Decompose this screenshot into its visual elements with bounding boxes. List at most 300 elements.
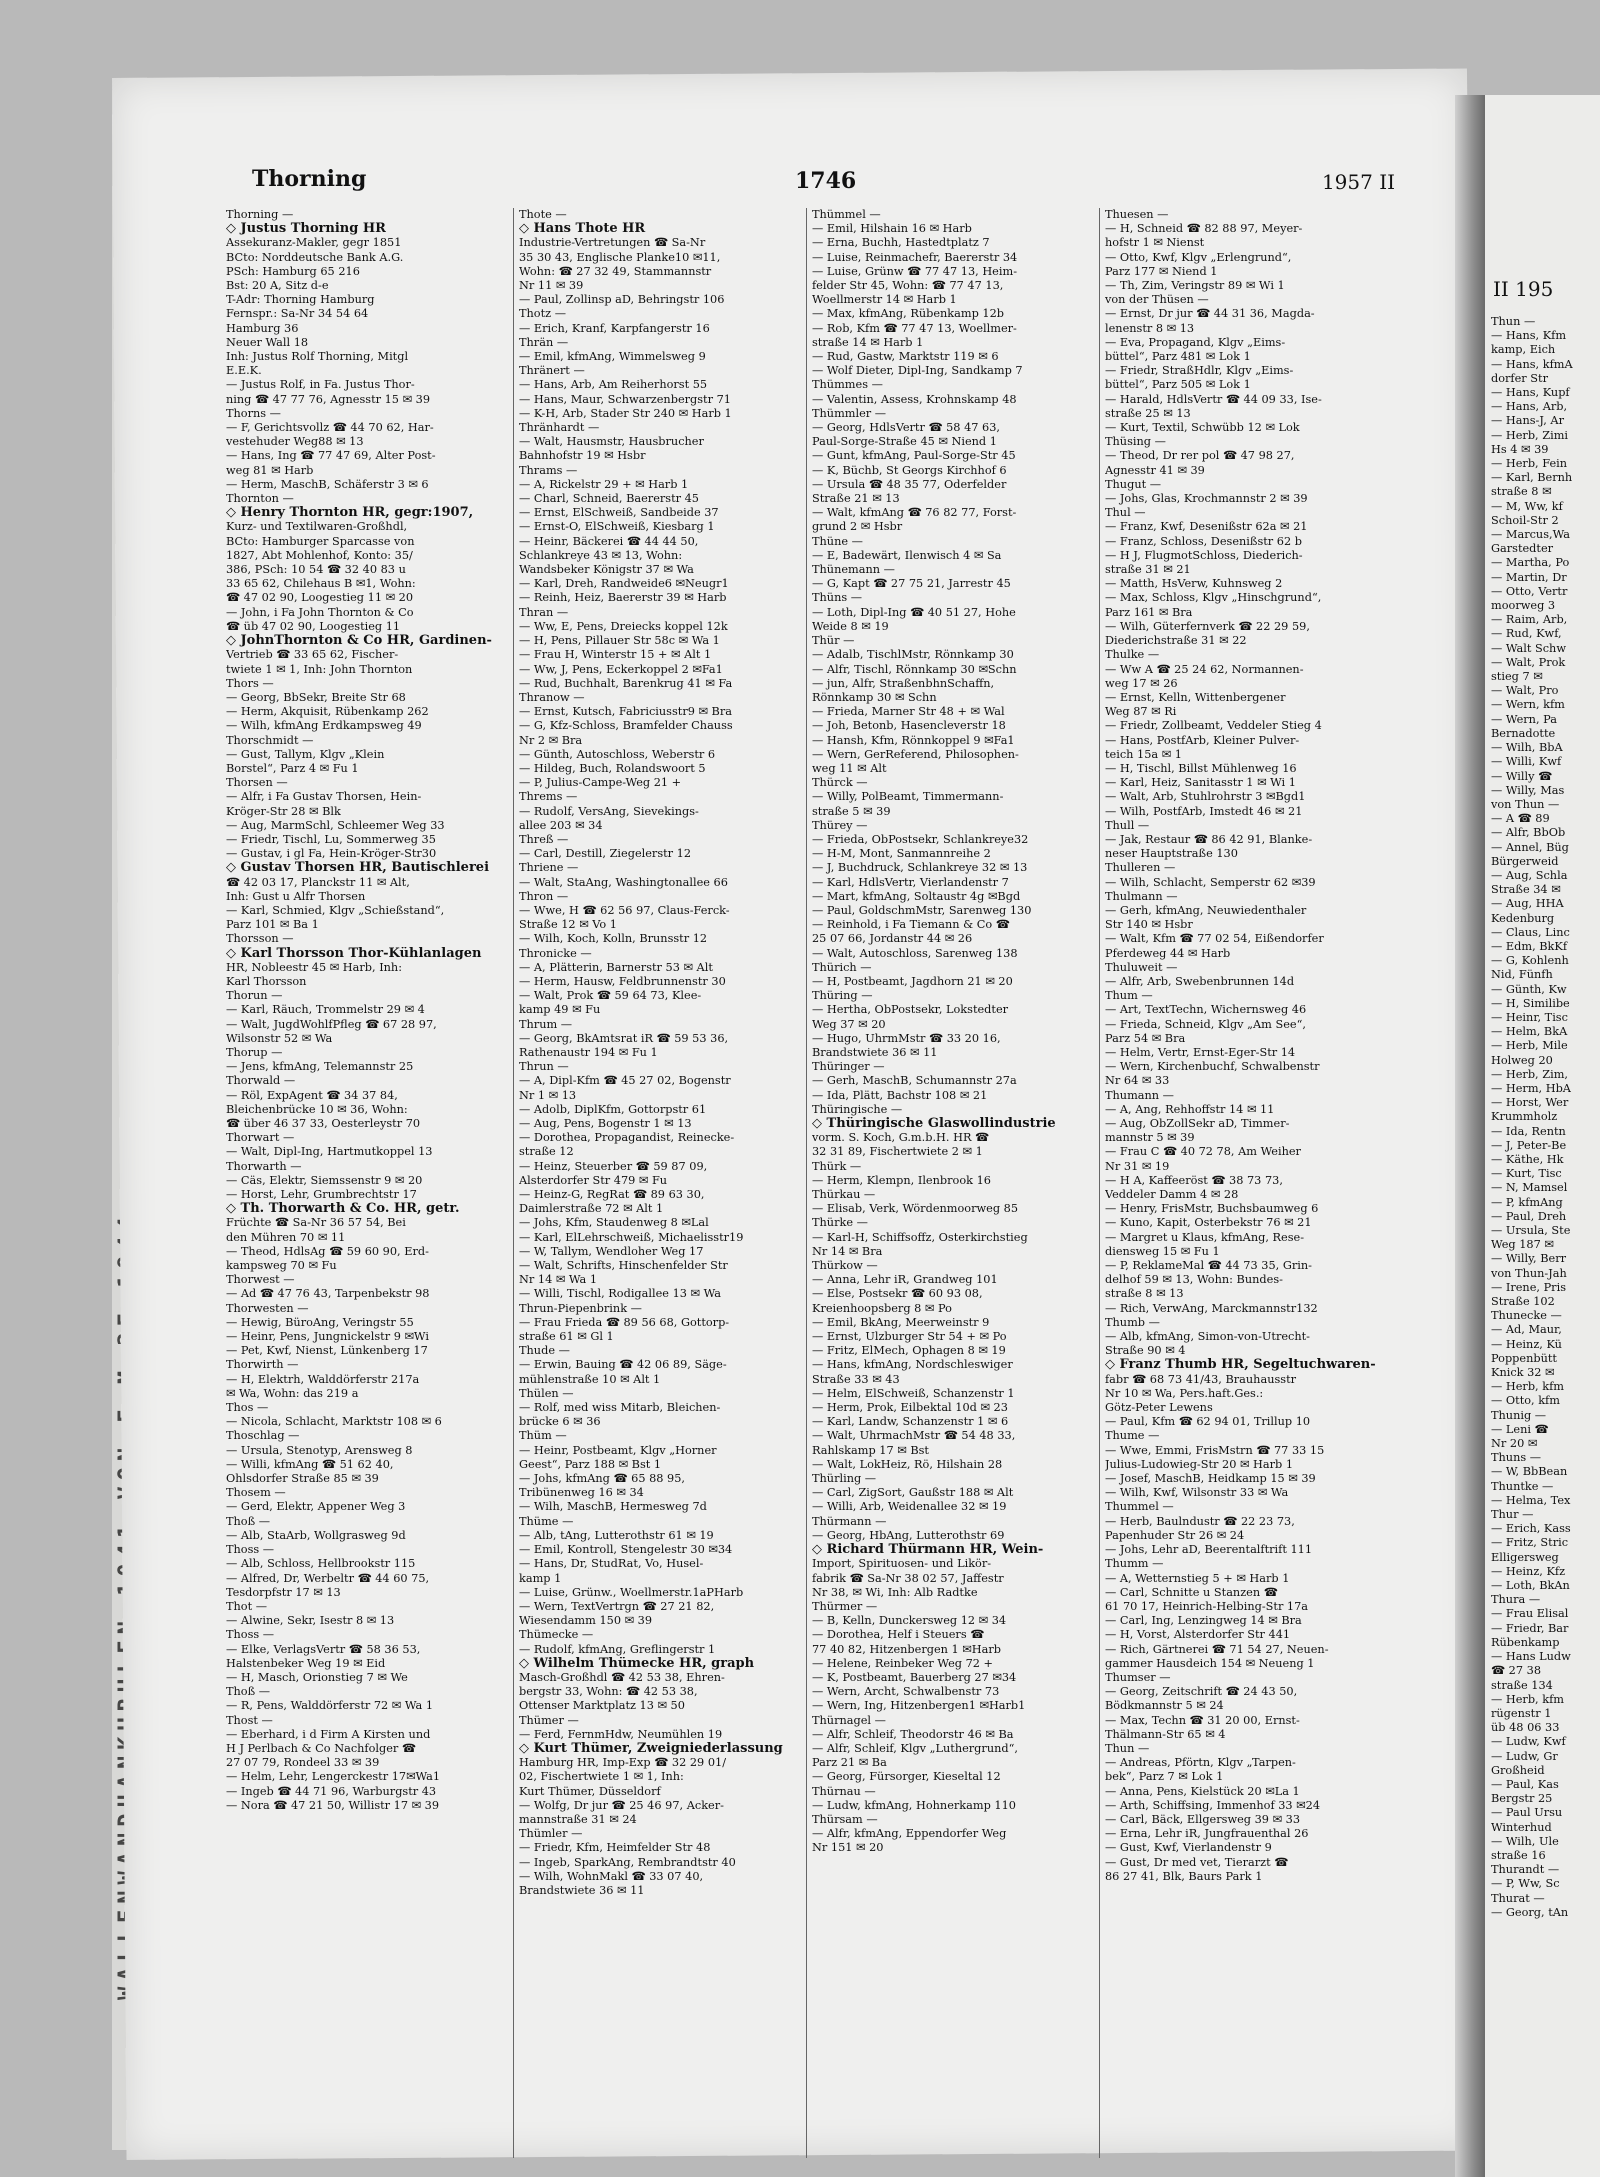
entry-line: — Aug, Pens, Bogenstr 1 ✉ 13: [519, 1117, 692, 1130]
entry-line: — Walt, kfmAng ☎ 76 82 77, Forst-: [812, 506, 1017, 520]
surname-heading: Thornton —: [226, 492, 294, 506]
facing-entry-line: — Paul, Kas: [1491, 1777, 1559, 1791]
directory-column-2: [519, 208, 803, 2148]
entry-line: — Luise, Grünw ☎ 77 47 13, Heim-: [812, 264, 1018, 278]
facing-entry-line: — Leni ☎: [1491, 1422, 1549, 1436]
surname-heading: Thüns —: [812, 591, 863, 605]
entry-line: — Dorothea, Helf i Steuers ☎: [812, 1628, 985, 1642]
entry-line: — Wern, TextVertrgn ☎ 27 21 82,: [519, 1599, 715, 1613]
entry-line: 27 07 79, Rondeel 33 ✉ 39: [226, 1756, 380, 1770]
entry-line: — W, Tallym, Wendloher Weg 17: [519, 1244, 704, 1258]
entry-line: — K-H, Arb, Stader Str 240 ✉ Harb 1: [519, 406, 732, 420]
entry-line: vestehuder Weg88 ✉ 13: [226, 435, 364, 449]
entry-line: Nr 2 ✉ Bra: [519, 733, 583, 747]
entry-line: — H, Vorst, Alsterdorfer Str 441: [1105, 1628, 1291, 1642]
surname-heading: Thos —: [226, 1401, 269, 1415]
surname-heading: Thun —: [1105, 1741, 1150, 1755]
entry-line: Paul-Sorge-Straße 45 ✉ Niend 1: [812, 435, 997, 449]
entry-line: den Mühren 70 ✉ 11: [226, 1230, 346, 1244]
entry-line: Bleichenbrücke 10 ✉ 36, Wohn:: [226, 1102, 408, 1116]
entry-line: — Karl, Schmied, Klgv „Schießstand“,: [226, 903, 445, 917]
entry-line: Alsterdorfer Str 479 ✉ Fu: [519, 1173, 668, 1187]
entry-line: — Alb, kfmAng, Simon-von-Utrecht-: [1105, 1330, 1310, 1344]
entry-line: straße 61 ✉ Gl 1: [519, 1330, 614, 1344]
surname-heading: Thürey —: [812, 818, 868, 832]
entry-line: — Jak, Restaur ☎ 86 42 91, Blanke-: [1105, 832, 1313, 846]
entry-line: H J Perlbach & Co Nachfolger ☎: [226, 1741, 416, 1755]
surname-heading: Thüme —: [519, 1514, 574, 1528]
facing-entry-line: dorfer Str: [1491, 371, 1548, 385]
entry-line: — Hans, Arb, Am Reiherhorst 55: [519, 378, 708, 392]
entry-line: kamp 49 ✉ Fu: [519, 1003, 601, 1017]
facing-entry-line: — Hans, Kfm: [1491, 329, 1567, 343]
surname-heading: Thürkau —: [812, 1188, 876, 1202]
entry-line: 35 30 43, Englische Planke10 ✉11,: [519, 250, 721, 264]
entry-line: — P, Julius-Campe-Weg 21 +: [519, 776, 682, 790]
entry-line: — Harald, HdlsVertr ☎ 44 09 33, Ise-: [1105, 392, 1322, 406]
entry-line: — Wolfg, Dr jur ☎ 25 46 97, Acker-: [519, 1798, 724, 1812]
entry-line: — Rich, Gärtnerei ☎ 71 54 27, Neuen-: [1105, 1642, 1329, 1656]
entry-line: ☎ 42 03 17, Planckstr 11 ✉ Alt,: [226, 875, 410, 889]
surname-heading: Thrun-Piepenbrink —: [519, 1301, 642, 1315]
entry-line: — Herm, Akquisit, Rübenkamp 262: [226, 705, 429, 719]
entry-line: — Matth, HsVerw, Kuhnsweg 2: [1105, 577, 1283, 591]
entry-line: — Wern, Ing, Hitzenbergen1 ✉Harb1: [812, 1699, 1026, 1713]
page-header: [240, 160, 1405, 200]
entry-line: — Ferd, FernmHdw, Neumühlen 19: [519, 1727, 723, 1741]
entry-line: — Ernst, Kelln, Wittenbergener: [1105, 690, 1286, 704]
facing-entry-line: Hs 4 ✉ 39: [1491, 442, 1549, 456]
entry-line: Wiesendamm 150 ✉ 39: [519, 1614, 653, 1628]
entry-line: — Horst, Lehr, Grumbrechtstr 17: [226, 1188, 417, 1202]
entry-line: — Aug, ObZollSekr aD, Timmer-: [1105, 1117, 1290, 1130]
entry-line: — Herb, Baulndustr ☎ 22 23 73,: [1105, 1514, 1295, 1528]
entry-line: Agnesstr 41 ✉ 39: [1105, 463, 1205, 477]
facing-entry-line: Thun —: [1491, 315, 1536, 328]
entry-line: — Georg, HdlsVertr ☎ 58 47 63,: [812, 421, 1001, 435]
entry-line: — Ursula, Stenotyp, Arensweg 8: [226, 1443, 413, 1457]
firm-entry: ◇ Gustav Thorsen HR, Bautischlerei: [226, 861, 490, 876]
entry-line: — Willy, PolBeamt, Timmermann-: [812, 790, 1004, 804]
entry-line: — Alb, StaArb, Wollgrasweg 9d: [226, 1528, 406, 1542]
entry-line: 33 65 62, Chilehaus B ✉1, Wohn:: [226, 577, 416, 591]
facing-entry-line: kamp, Eich: [1491, 343, 1556, 357]
entry-line: — Walt, JugdWohlfPfleg ☎ 67 28 97,: [226, 1017, 437, 1031]
facing-entry-line: Holweg 20: [1491, 1053, 1553, 1067]
entry-line: — Wwe, H ☎ 62 56 97, Claus-Ferck-: [519, 903, 730, 917]
entry-line: — Wilh, PostfArb, Imstedt 46 ✉ 21: [1105, 804, 1303, 818]
surname-heading: Thränhardt —: [519, 421, 600, 435]
entry-line: — Hewig, BüroAng, Veringstr 55: [226, 1315, 414, 1329]
entry-line: — Röl, ExpAgent ☎ 34 37 84,: [226, 1088, 398, 1102]
facing-entry-line: Straße 34 ✉: [1491, 883, 1561, 897]
entry-line: — Elke, VerlagsVertr ☎ 58 36 53,: [226, 1642, 421, 1656]
firm-entry: ◇ Richard Thürmann HR, Wein-: [812, 1543, 1044, 1558]
entry-line: — Karl, ElLehrschweiß, Michaelisstr19: [519, 1230, 744, 1244]
entry-line: Kurt Thümer, Düsseldorf: [519, 1784, 661, 1798]
entry-line: — Anna, Pens, Kielstück 20 ✉La 1: [1105, 1784, 1300, 1798]
entry-line: — Ursula ☎ 48 35 77, Oderfelder: [812, 477, 1007, 491]
surname-heading: Thür —: [812, 634, 855, 648]
facing-entry-line: Thuntke —: [1491, 1479, 1554, 1493]
entry-line: — Alb, tAng, Lutterothstr 61 ✉ 19: [519, 1528, 714, 1542]
entry-line: Rahlskamp 17 ✉ Bst: [812, 1443, 929, 1457]
entry-line: Borstel“, Parz 4 ✉ Fu 1: [226, 761, 359, 775]
entry-line: Wohn: ☎ 27 32 49, Stammannstr: [519, 264, 712, 278]
entry-line: — Wwe, Emmi, FrisMstrn ☎ 77 33 15: [1105, 1443, 1325, 1457]
surname-heading: Thorwarth —: [226, 1159, 302, 1173]
entry-line: — A, Dipl-Kfm ☎ 45 27 02, Bogenstr: [519, 1074, 731, 1088]
surname-heading: Thost —: [226, 1713, 273, 1727]
entry-line: — Wilh, Schlacht, Semperstr 62 ✉39: [1105, 875, 1316, 889]
facing-entry-line: — Wilh, BbA: [1491, 741, 1563, 755]
entry-line: — Ernst-O, ElSchweiß, Kiesbarg 1: [519, 520, 715, 534]
facing-page-column: [1491, 315, 1600, 1920]
facing-entry-line: straße 16: [1491, 1848, 1546, 1862]
facing-entry-line: — N, Mamsel: [1491, 1181, 1568, 1195]
entry-line: Papenhuder Str 26 ✉ 24: [1105, 1528, 1245, 1542]
entry-line: weg 11 ✉ Alt: [812, 761, 887, 775]
facing-entry-line: Kedenburg: [1491, 911, 1555, 925]
facing-entry-line: — Walt Schw: [1491, 641, 1567, 655]
facing-entry-line: — Willy ☎: [1491, 769, 1553, 783]
surname-heading: Thumser —: [1105, 1670, 1171, 1684]
entry-line: — Friedr, Kfm, Heimfelder Str 48: [519, 1841, 711, 1855]
facing-entry-line: — Helm, BkA: [1491, 1025, 1568, 1039]
facing-entry-line: moorweg 3: [1491, 599, 1556, 613]
entry-line: — Gust, Dr med vet, Tierarzt ☎: [1105, 1855, 1289, 1869]
entry-line: — Aug, MarmSchl, Schleemer Weg 33: [226, 818, 445, 832]
surname-heading: Thümler —: [519, 1827, 583, 1841]
entry-line: Pferdeweg 44 ✉ Harb: [1105, 946, 1231, 960]
entry-line: Halstenbeker Weg 19 ✉ Eid: [226, 1656, 386, 1670]
entry-line: — Henry, FrisMstr, Buchsbaumweg 6: [1105, 1202, 1319, 1216]
entry-line: Thälmann-Str 65 ✉ 4: [1105, 1727, 1226, 1741]
surname-heading: Thulke —: [1105, 648, 1160, 662]
facing-entry-line: straße 8 ✉: [1491, 485, 1552, 499]
surname-heading: Thorwest —: [226, 1273, 295, 1287]
entry-line: allee 203 ✉ 34: [519, 818, 603, 832]
entry-line: — H, Elektrh, Walddörferstr 217a: [226, 1372, 420, 1386]
entry-line: Straße 12 ✉ Vo 1: [519, 918, 617, 932]
entry-line: Hamburg HR, Imp-Exp ☎ 32 29 01/: [519, 1756, 727, 1770]
facing-entry-line: — Hans, Kupf: [1491, 386, 1570, 400]
entry-line: — Charl, Schneid, Baererstr 45: [519, 492, 699, 506]
entry-line: Nr 10 ✉ Wa, Pers.haft.Ges.:: [1105, 1386, 1264, 1400]
surname-heading: Thum —: [1105, 989, 1153, 1003]
surname-heading: Thummel —: [1105, 1500, 1174, 1514]
entry-line: Bödkmannstr 5 ✉ 24: [1105, 1699, 1224, 1713]
entry-line: straße 25 ✉ 13: [1105, 406, 1191, 420]
entry-line: — Else, Postsekr ☎ 60 93 08,: [812, 1287, 983, 1301]
facing-entry-line: Thura —: [1491, 1593, 1541, 1607]
entry-line: Neuer Wall 18: [226, 335, 309, 349]
surname-heading: Threms —: [519, 790, 578, 804]
entry-line: — Walt, Kfm ☎ 77 02 54, Eißendorfer: [1105, 932, 1324, 946]
surname-heading: Thorns —: [226, 406, 281, 420]
entry-line: — Max, kfmAng, Rübenkamp 12b: [812, 307, 1005, 321]
entry-line: twiete 1 ✉ 1, Inh: John Thornton: [226, 662, 413, 676]
entry-line: ☎ üb 47 02 90, Loogestieg 11: [226, 619, 401, 633]
entry-line: Inh: Gust u Alfr Thorsen: [226, 889, 366, 903]
surname-heading: Thürke —: [812, 1216, 868, 1230]
facing-entry-line: Rübenkamp: [1491, 1635, 1560, 1649]
entry-line: Import, Spirituosen- und Likör-: [812, 1557, 992, 1571]
entry-line: — Theod, HdlsAg ☎ 59 60 90, Erd-: [226, 1244, 429, 1258]
entry-line: Bahnhofstr 19 ✉ Hsbr: [519, 449, 646, 463]
entry-line: Parz 177 ✉ Niend 1: [1105, 264, 1218, 278]
facing-entry-line: — Herb, Mile: [1491, 1039, 1568, 1053]
entry-line: T-Adr: Thorning Hamburg: [226, 293, 375, 307]
entry-line: diensweg 15 ✉ Fu 1: [1105, 1244, 1220, 1258]
facing-entry-line: — Marcus,Wa: [1491, 528, 1570, 542]
surname-heading: Thulleren —: [1105, 861, 1176, 875]
surname-heading: Thränert —: [519, 364, 585, 378]
entry-line: — Joh, Betonb, Hasencleverstr 18: [812, 719, 1006, 733]
entry-line: — H, Tischl, Billst Mühlenweg 16: [1105, 761, 1297, 775]
entry-line: — Ida, Plätt, Bachstr 108 ✉ 21: [812, 1088, 988, 1102]
entry-line: Wilsonstr 52 ✉ Wa: [226, 1031, 333, 1045]
entry-line: — Helm, Vertr, Ernst-Eger-Str 14: [1105, 1045, 1296, 1059]
surname-heading: Thoschlag —: [226, 1429, 300, 1443]
entry-line: — Johs, Glas, Krochmannstr 2 ✉ 39: [1105, 492, 1308, 506]
facing-entry-line: — J, Peter-Be: [1491, 1138, 1567, 1152]
entry-line: — Erwin, Bauing ☎ 42 06 89, Säge-: [519, 1358, 727, 1372]
surname-heading: Thüsing —: [1105, 435, 1166, 449]
entry-line: Nr 11 ✉ 39: [519, 279, 584, 293]
entry-line: — Rolf, med wiss Mitarb, Bleichen-: [519, 1401, 721, 1415]
surname-heading: Thranow —: [519, 690, 585, 704]
facing-entry-line: Thunecke —: [1491, 1309, 1562, 1323]
surname-heading: Thrams —: [519, 463, 578, 477]
entry-line: — Karl, HdlsVertr, Vierlandenstr 7: [812, 875, 1009, 889]
entry-line: straße 12: [519, 1145, 574, 1159]
entry-line: — Heinz, Steuerber ☎ 59 87 09,: [519, 1159, 708, 1173]
entry-line: — Walt, Hausmstr, Hausbrucher: [519, 435, 704, 449]
entry-line: — Walt, LokHeiz, Rö, Hilshain 28: [812, 1457, 1003, 1471]
entry-line: — Max, Schloss, Klgv „Hinschgrund“,: [1105, 591, 1322, 605]
surname-heading: Thotz —: [519, 307, 566, 321]
entry-line: Brandstwiete 36 ✉ 11: [812, 1045, 938, 1059]
entry-line: — Adalb, TischlMstr, Rönnkamp 30: [812, 648, 1014, 662]
entry-line: — Max, Techn ☎ 31 20 00, Ernst-: [1105, 1713, 1300, 1727]
entry-line: Rathenaustr 194 ✉ Fu 1: [519, 1045, 658, 1059]
entry-line: — Walt, UhrmachMstr ☎ 54 48 33,: [812, 1429, 1016, 1443]
entry-line: — H, Schneid ☎ 82 88 97, Meyer-: [1105, 222, 1303, 236]
entry-line: — Wern, Archt, Schwalbenstr 73: [812, 1685, 1000, 1699]
entry-line: Weide 8 ✉ 19: [812, 619, 889, 633]
facing-entry-line: — Herb, kfm: [1491, 1380, 1564, 1394]
entry-line: — Alfr, Tischl, Rönnkamp 30 ✉Schn: [812, 662, 1017, 676]
facing-entry-line: — Ludw, Gr: [1491, 1749, 1558, 1763]
facing-entry-line: — A ☎ 89: [1491, 812, 1550, 826]
surname-heading: Thürich —: [812, 960, 872, 974]
entry-line: Woellmerstr 14 ✉ Harb 1: [812, 293, 957, 307]
entry-line: — G, Kfz-Schloss, Bramfelder Chauss: [519, 719, 733, 733]
surname-heading: Thumann —: [1105, 1088, 1174, 1102]
surname-heading: Thüringer —: [812, 1060, 885, 1074]
entry-line: lenenstr 8 ✉ 13: [1105, 321, 1195, 335]
entry-line: — Art, TextTechn, Wichernsweg 46: [1105, 1003, 1307, 1017]
entry-line: — Hans, PostfArb, Kleiner Pulver-: [1105, 733, 1300, 747]
entry-line: — Wilh, Kwf, Wilsonstr 33 ✉ Wa: [1105, 1486, 1289, 1500]
entry-line: — Justus Rolf, in Fa. Justus Thor-: [226, 378, 415, 392]
entry-line: kampsweg 70 ✉ Fu: [226, 1259, 337, 1273]
entry-line: — Karl-H, Schiffsoffz, Osterkirchstieg: [812, 1230, 1028, 1244]
entry-line: Nr 38, ✉ Wi, Inh: Alb Radtke: [812, 1585, 978, 1599]
surname-heading: Thülen —: [519, 1386, 574, 1400]
entry-line: 61 70 17, Heinrich-Helbing-Str 17a: [1105, 1599, 1309, 1613]
facing-entry-line: — Käthe, Hk: [1491, 1152, 1564, 1166]
entry-line: weg 81 ✉ Harb: [226, 463, 314, 477]
entry-line: brücke 6 ✉ 36: [519, 1415, 601, 1429]
facing-entry-line: — Karl, Bernh: [1491, 471, 1573, 485]
entry-line: — Ernst, ElSchweiß, Sandbeide 37: [519, 506, 719, 520]
entry-line: — A, Wetternstieg 5 + ✉ Harb 1: [1105, 1571, 1290, 1585]
entry-line: weg 17 ✉ 26: [1105, 676, 1178, 690]
facing-page: [1485, 95, 1600, 2177]
surname-heading: Thriene —: [519, 861, 579, 875]
entry-line: Weg 87 ✉ Ri: [1105, 705, 1177, 719]
entry-line: — Reinh, Heiz, Baererstr 39 ✉ Harb: [519, 591, 727, 605]
entry-line: — Heinr, Postbeamt, Klgv „Horner: [519, 1443, 717, 1457]
entry-line: — Johs, kfmAng ☎ 65 88 95,: [519, 1472, 686, 1486]
facing-entry-line: Bergstr 25: [1491, 1792, 1553, 1806]
entry-line: — R, Pens, Walddörferstr 72 ✉ Wa 1: [226, 1699, 434, 1713]
facing-entry-line: — Georg, tAn: [1491, 1905, 1569, 1919]
surname-heading: Thümmes —: [812, 378, 883, 392]
entry-line: — Walt, Arb, Stuhlrohrstr 3 ✉Bgd1: [1105, 790, 1306, 804]
entry-line: — Helm, ElSchweiß, Schanzenstr 1: [812, 1386, 1015, 1400]
entry-line: vorm. S. Koch, G.m.b.H. HR ☎: [812, 1131, 990, 1145]
entry-line: mannstraße 31 ✉ 24: [519, 1812, 637, 1826]
surname-heading: Thot —: [226, 1599, 268, 1613]
entry-line: kamp 1: [519, 1571, 562, 1585]
entry-line: — Karl, Räuch, Trommelstr 29 ✉ 4: [226, 1003, 425, 1017]
facing-entry-line: — P, Ww, Sc: [1491, 1877, 1560, 1891]
entry-line: — Wilh, Koch, Kolln, Brunsstr 12: [519, 932, 708, 946]
facing-entry-line: — Ida, Rentn: [1491, 1124, 1566, 1138]
entry-line: — Karl, Landw, Schanzenstr 1 ✉ 6: [812, 1415, 1009, 1429]
entry-line: — A, Rickelstr 29 + ✉ Harb 1: [519, 477, 689, 491]
entry-line: — Heinr, Bäckerei ☎ 44 44 50,: [519, 534, 699, 548]
facing-entry-line: — Otto, kfm: [1491, 1394, 1560, 1408]
entry-line: — Hans, Ing ☎ 77 47 69, Alter Post-: [226, 449, 436, 463]
entry-line: ☎ über 46 37 33, Oesterleystr 70: [226, 1117, 421, 1130]
firm-entry: ◇ Henry Thornton HR, gegr:1907,: [226, 506, 474, 521]
entry-line: — Elisab, Verk, Wördenmoorweg 85: [812, 1202, 1019, 1216]
surname-heading: Thulmann —: [1105, 889, 1178, 903]
facing-entry-line: — Martin, Dr: [1491, 570, 1567, 584]
facing-entry-line: — Martha, Po: [1491, 556, 1570, 570]
facing-entry-line: — Ad, Maur,: [1491, 1323, 1562, 1337]
entry-line: — Alwine, Sekr, Isestr 8 ✉ 13: [226, 1614, 395, 1628]
entry-line: — Hans, Maur, Schwarzenbergstr 71: [519, 392, 731, 406]
entry-line: — Kuno, Kapit, Osterbekstr 76 ✉ 21: [1105, 1216, 1312, 1230]
entry-line: Karl Thorsson: [226, 974, 307, 988]
surname-heading: Thorwirth —: [226, 1358, 299, 1372]
entry-line: Rönnkamp 30 ✉ Schn: [812, 690, 937, 704]
facing-entry-line: stieg 7 ✉: [1491, 670, 1543, 684]
entry-line: — Günth, Autoschloss, Weberstr 6: [519, 747, 716, 761]
facing-entry-line: — Otto, Vertr: [1491, 584, 1568, 598]
facing-entry-line: — Hans, kfmA: [1491, 357, 1573, 371]
entry-line: — Dorothea, Propagandist, Reinecke-: [519, 1131, 735, 1145]
facing-entry-line: — Willi, Kwf: [1491, 755, 1562, 769]
surname-heading: Thüm —: [519, 1429, 567, 1443]
entry-line: straße 5 ✉ 39: [812, 804, 891, 818]
entry-line: — P, ReklameMal ☎ 44 73 35, Grin-: [1105, 1259, 1312, 1273]
surname-heading: Thüring —: [812, 989, 873, 1003]
entry-line: — Paul, Zollinsp aD, Behringstr 106: [519, 293, 725, 307]
entry-line: — Franz, Kwf, Desenißstr 62a ✉ 21: [1105, 520, 1308, 534]
entry-line: — A, Plätterin, Barnerstr 53 ✉ Alt: [519, 960, 713, 974]
directory-column-3: [812, 208, 1096, 2148]
year-volume: 1957 II: [1321, 170, 1395, 194]
facing-entry-line: — Claus, Linc: [1491, 925, 1570, 939]
entry-line: — Rob, Kfm ☎ 77 47 13, Woellmer-: [812, 321, 1017, 335]
facing-entry-line: — Herb, Fein: [1491, 457, 1568, 471]
facing-entry-line: — Walt, Pro: [1491, 684, 1559, 698]
facing-entry-line: — Frau Elisal: [1491, 1607, 1569, 1621]
facing-entry-line: — G, Kohlenh: [1491, 954, 1569, 968]
entry-line: — Rudolf, VersAng, Sievekings-: [519, 804, 699, 818]
entry-line: — Th, Zim, Veringstr 89 ✉ Wi 1: [1105, 279, 1285, 293]
surname-heading: Thrum —: [519, 1017, 573, 1031]
firm-entry: ◇ JohnThornton & Co HR, Gardinen-: [226, 634, 492, 649]
entry-line: — Hildeg, Buch, Rolandswoort 5: [519, 761, 706, 775]
entry-line: Kreienhoopsberg 8 ✉ Po: [812, 1301, 952, 1315]
entry-line: Ottenser Marktplatz 13 ✉ 50: [519, 1699, 685, 1713]
entry-line: — Frieda, Schneid, Klgv „Am See“,: [1105, 1017, 1306, 1031]
facing-entry-line: — Herm, HbA: [1491, 1081, 1571, 1095]
entry-line: Industrie-Vertretungen ☎ Sa-Nr: [519, 236, 706, 250]
entry-line: — Wilh, WohnMakl ☎ 33 07 40,: [519, 1869, 704, 1883]
facing-entry-line: — Fritz, Stric: [1491, 1536, 1569, 1550]
facing-entry-line: — Paul Ursu: [1491, 1806, 1563, 1820]
facing-entry-line: Thuns —: [1491, 1451, 1542, 1465]
book-gutter: [1455, 95, 1485, 2177]
entry-line: Str 140 ✉ Hsbr: [1105, 918, 1193, 932]
entry-line: — Ernst, Kutsch, Fabriciusstr9 ✉ Bra: [519, 705, 732, 719]
directory-column-1: [226, 208, 510, 2148]
entry-line: — Walt, Autoschloss, Sarenweg 138: [812, 946, 1018, 960]
entry-line: — Gust, Tallym, Klgv „Klein: [226, 747, 385, 761]
facing-entry-line: Thurat —: [1491, 1891, 1545, 1905]
entry-line: Götz-Peter Lewens: [1105, 1401, 1213, 1415]
firm-entry: ◇ Karl Thorsson Thor-Kühlanlagen: [226, 946, 482, 961]
entry-line: Tribünenweg 16 ✉ 34: [519, 1486, 644, 1500]
facing-entry-line: Garstedter: [1491, 542, 1554, 556]
entry-line: — Heinz-G, RegRat ☎ 89 63 30,: [519, 1188, 705, 1202]
entry-line: mannstr 5 ✉ 39: [1105, 1131, 1195, 1145]
facing-entry-line: — Annel, Büg: [1491, 840, 1569, 854]
facing-entry-line: Krummholz: [1491, 1110, 1558, 1124]
entry-line: — Valentin, Assess, Krohnskamp 48: [812, 392, 1017, 406]
surname-heading: Thoss —: [226, 1628, 275, 1642]
entry-line: Masch-Großhdl ☎ 42 53 38, Ehren-: [519, 1670, 725, 1684]
entry-line: — Georg, BkAmtsrat iR ☎ 59 53 36,: [519, 1031, 729, 1045]
facing-entry-line: rügenstr 1: [1491, 1706, 1552, 1720]
entry-line: 86 27 41, Blk, Baurs Park 1: [1105, 1869, 1263, 1883]
facing-entry-line: üb 48 06 33: [1491, 1721, 1560, 1735]
entry-line: — H, Postbeamt, Jagdhorn 21 ✉ 20: [812, 974, 1013, 988]
facing-entry-line: — Kurt, Tisc: [1491, 1167, 1562, 1181]
entry-line: — Fritz, ElMech, Ophagen 8 ✉ 19: [812, 1344, 1006, 1358]
entry-line: — Paul, GoldschmMstr, Sarenweg 130: [812, 903, 1032, 917]
entry-line: — Ww, J, Pens, Eckerkoppel 2 ✉Fa1: [519, 662, 723, 676]
entry-line: neser Hauptstraße 130: [1105, 847, 1238, 861]
